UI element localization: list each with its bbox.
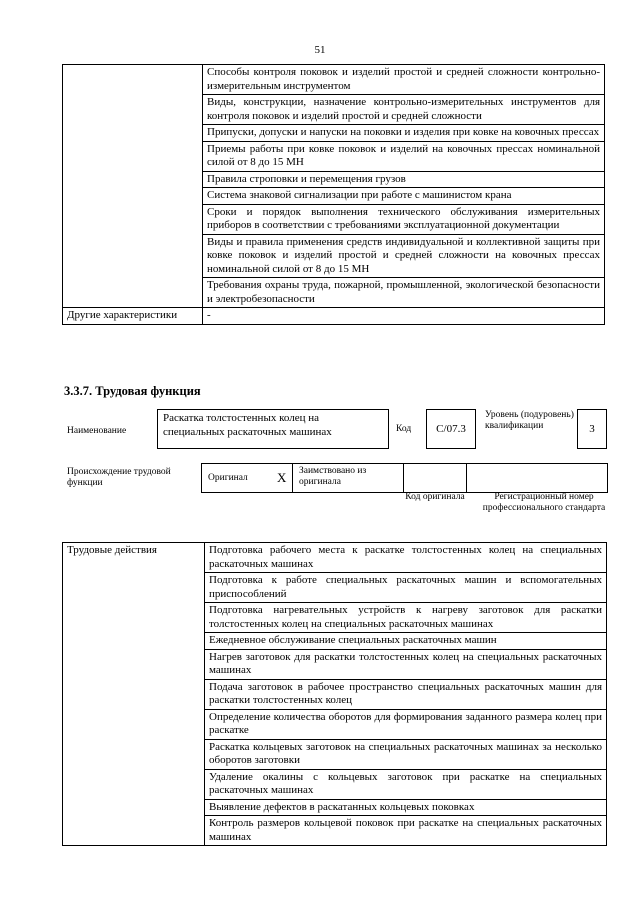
- actions-label: Трудовые действия: [63, 543, 205, 846]
- knowledge-item: Виды, конструкции, назначение контрольно-измерительных инструментов для контроля поковок и изделий простой и средней сложности: [203, 95, 605, 125]
- knowledge-item: Система знаковой сигнализации при работе с машинистом крана: [203, 188, 605, 205]
- section-title: 3.3.7. Трудовая функция: [64, 384, 201, 398]
- action-item: Контроль размеров кольцевой поковок при раскатке на специальных раскаточных машинах: [205, 816, 607, 846]
- name-label: Наименование: [67, 426, 127, 436]
- table-row: [63, 65, 605, 95]
- knowledge-item: Способы контроля поковок и изделий простой и средней сложности контрольно-измерительным инструментом: [203, 65, 605, 95]
- action-item: Выявление дефектов в раскатанных кольцевых поковках: [205, 799, 607, 816]
- qualification-level: 3: [577, 409, 607, 449]
- knowledge-item: Виды и правила применения средств индивидуальной и коллективной защиты при ковке поковок и изделий простой и средней сложности на ковочных прессах номинальной силой от 8 до 15 МН: [203, 234, 605, 278]
- actions-table: [62, 542, 607, 846]
- action-item: Определение количества оборотов для формирования заданного размера колец при раскатке: [205, 709, 607, 739]
- borrowed-cell: [292, 463, 404, 493]
- origin-label: Происхождение трудовой функции: [67, 467, 171, 488]
- borrowed-label: Заимствовано из оригинала: [299, 466, 367, 487]
- original-mark: X: [277, 470, 287, 485]
- knowledge-item: Требования охраны труда, пожарной, промышленной, экологической безопасности и электробезопасности: [203, 278, 605, 308]
- knowledge-table: [62, 64, 605, 325]
- function-name: Раскатка толстостенных колец на специальных раскаточных машинах: [157, 409, 389, 449]
- table-row: [63, 308, 605, 325]
- code-label: Код: [396, 424, 412, 434]
- original-code-caption: Код оригинала: [405, 492, 465, 502]
- knowledge-item: Сроки и порядок выполнения технического обслуживания измерительных приборов в соответствии с требованиями эксплуатационной документации: [203, 204, 605, 234]
- original-cell: [201, 463, 293, 493]
- original-code-cell: [403, 463, 467, 493]
- action-item: Удаление окалины с кольцевых заготовок при раскатке на специальных раскаточных машинах: [205, 769, 607, 799]
- knowledge-item: Правила строповки и перемещения грузов: [203, 171, 605, 188]
- action-item: Подготовка к работе специальных раскаточных машин и вспомогательных приспособлений: [205, 573, 607, 603]
- action-item: Раскатка кольцевых заготовок на специальных раскаточных машинах за несколько оборотов заготовки: [205, 739, 607, 769]
- action-item: Подача заготовок в рабочее пространство специальных раскаточных машин для раскатки толстостенных колец: [205, 679, 607, 709]
- knowledge-item: Припуски, допуски и напуски на поковки и изделия при ковке на ковочных прессах: [203, 125, 605, 142]
- action-item: Нагрев заготовок для раскатки толстостенных колец на специальных раскаточных машинах: [205, 649, 607, 679]
- action-item: Подготовка нагревательных устройств к нагреву заготовок для раскатки толстостенных колец на специальных раскаточных машинах: [205, 603, 607, 633]
- action-item: Ежедневное обслуживание специальных раскаточных машин: [205, 633, 607, 650]
- other-characteristics-label: Другие характеристики: [63, 308, 203, 325]
- reg-number-caption: Регистрационный номер профессионального стандарта: [482, 492, 606, 513]
- original-label: Оригинал: [208, 473, 248, 483]
- function-code: С/07.3: [426, 409, 476, 449]
- other-characteristics-value: -: [203, 308, 605, 325]
- action-item: Подготовка рабочего места к раскатке толстостенных колец на специальных раскаточных машинах: [205, 543, 607, 573]
- level-label: Уровень (подуровень) квалификации: [485, 410, 574, 431]
- reg-number-cell: [466, 463, 608, 493]
- page-number: 51: [314, 44, 326, 56]
- knowledge-item: Приемы работы при ковке поковок и изделий на ковочных прессах номинальной силой от 8 до 15 МН: [203, 141, 605, 171]
- table-row: [63, 543, 607, 573]
